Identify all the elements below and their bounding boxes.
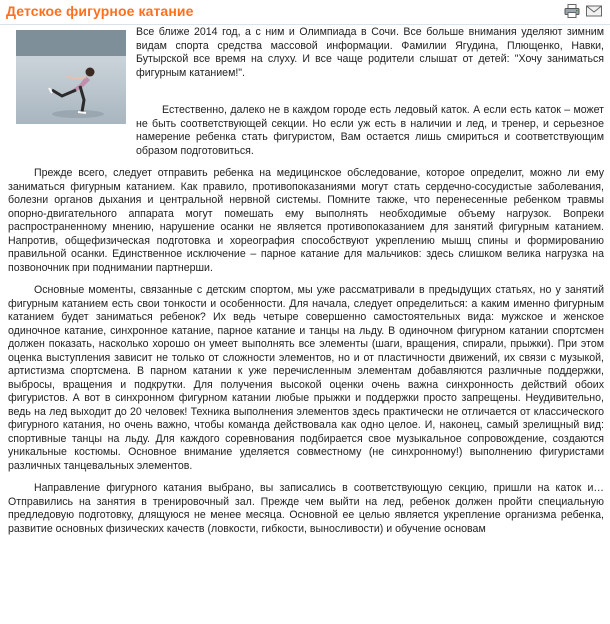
article-tools xyxy=(564,4,602,18)
email-icon[interactable] xyxy=(586,4,602,18)
paragraph-medical: Прежде всего, следует отправить ребенка на медицинское обследование, которое определит, можно ли ему заниматься фигурным катанием. Как правило, противопоказаниями могут стать сердечно-сосудистые заболевания, болезни органов дыхания и центральной нервной системы. Помните также, что перенесенные ребенком травмы опорно-двигательного аппарата могут помешать ему выполнять необходимые объему нагрузок. Вопреки распространенному мнению, нарушение осанки не является противопоказанием для занятий фигурным катанием. Напротив, общефизическая подготовка и хореография способствуют укреплению мышц спины и формированию правильной осанки. Единственное исключение – парное катание для мальчиков: здесь слишком велика нагрузка на позвоночник при поднимании партнерши. xyxy=(8,167,604,274)
article-header xyxy=(0,0,610,25)
paragraph-rink: Естественно, далеко не в каждом городе есть ледовый каток. А если есть каток – может не быть соответствующей секции. Но если уж есть в наличии и лед, и тренер, и серьезное намерение ребенка стать фигуристом, Вам остается лишь смириться и соответствующим образом подготовиться. xyxy=(136,104,604,157)
article-title: Детское фигурное катание xyxy=(6,3,194,19)
paragraph-disciplines: Основные моменты, связанные с детским спортом, мы уже рассматривали в предыдущих статьях, но у занятий фигурным катанием есть свои тонкости и особенности. Для начала, следует определиться: а каким именно фигурным катанием будет заниматься ребенок? Их ведь четыре совершенно самостоятельных вида: мужское и женское одиночное катание, синхронное катание, парное катание и танцы на льду. В одиночном фигурном катании спортсмен должен показать, насколько хорошо он умеет выполнять все элементы (шаги, вращения, спирали, прыжки). При этом оценка выступления зависит не только от сложности элементов, но и от пластичности движений, их связи с музыкой, артистизма спортсмена. В парном катании к уже перечисленным элементам добавляются различные поддержки, выбросы, вращения и подкрутки. Для получения высокой оценки очень важна синхронность действий обоих фигуристов. А вот в синхронном фигурном катании любые прыжки и поддержки просто запрещены. Неудивительно, ведь на лед выходит до 20 человек! Техника выполнения элементов здесь практически не отличается от классического фигурного катания, но очень важно, чтобы команда действовала как одно целое. И, наконец, самый зрелищный вид: спортивные танцы на льду. Для каждого соревнования подбирается свое музыкальное сопровождение, создаются уникальные костюмы. Основное внимание уделяется совместному (не синхронному!) выполнению фигуристами различных танцевальных элементов. xyxy=(8,284,604,472)
print-icon[interactable] xyxy=(564,4,580,18)
paragraph-intro: Все ближе 2014 год, а с ним и Олимпиада в Сочи. Все больше внимания уделяют зимним видам спорта средства массовой информации. Фамилии Ягудина, Плющенко, Навки, Бутырской все время на слуху. И все чаще родители слышат от детей: "Хочу заниматься фигурным катанием!". xyxy=(136,26,604,79)
paragraph-training: Направление фигурного катания выбрано, вы записались в соответствующую секцию, пришли на каток и… Отправились на занятия в тренировочный зал. Прежде чем выйти на лед, ребенок должен пройти специальную предледовую подготовку, длящуюся не менее месяца. Основной ее целью является укрепление организма ребенка, развитие основных физических качеств (ловкости, гибкости, выносливости) и обучение основам xyxy=(8,482,604,535)
article-body xyxy=(8,26,604,536)
